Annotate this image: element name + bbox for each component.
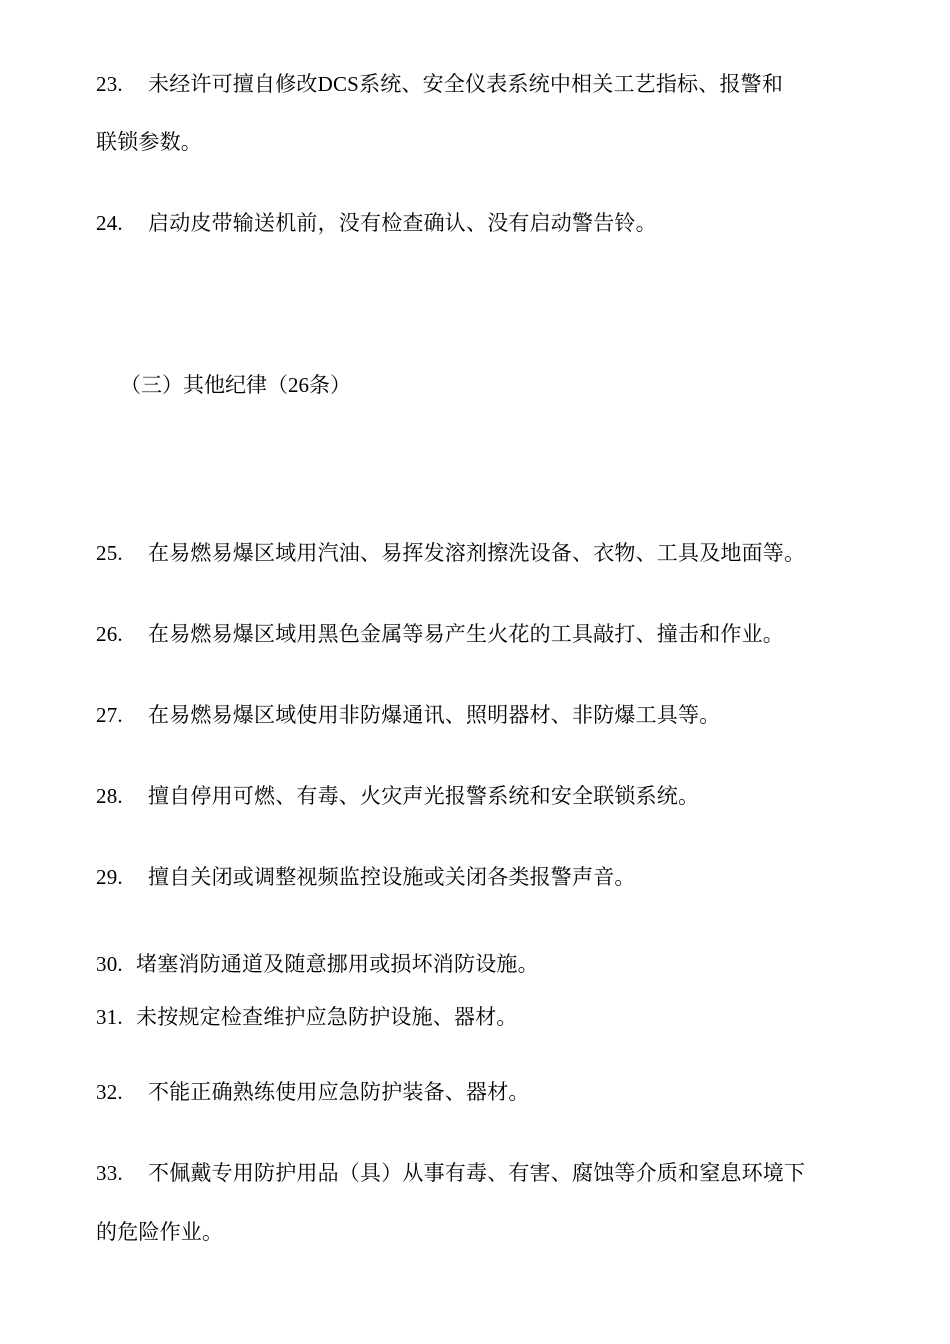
item-text: 擅自停用可燃、有毒、火灾声光报警系统和安全联锁系统。 [148,784,700,808]
list-item-28 [96,782,699,810]
list-item-27 [96,701,720,729]
item-text: 在易燃易爆区域用黑色金属等易产生火花的工具敲打、撞击和作业。 [148,622,784,646]
item-number: 30. [96,952,123,976]
list-item-25 [96,539,805,567]
item-text: 不能正确熟练使用应急防护装备、器材。 [148,1080,530,1104]
item-number: 29. [96,865,123,889]
item-number: 24. [96,211,123,235]
item-number: 28. [96,784,123,808]
item-number: 31. [96,1005,123,1029]
list-item-33 [96,1159,805,1187]
item-text: 联锁参数。 [96,130,202,154]
list-item-31 [96,1003,518,1031]
item-number: 27. [96,703,123,727]
item-text: 未按规定检查维护应急防护设施、器材。 [136,1005,518,1029]
section-heading: （三）其他纪律（26条） [120,373,351,397]
list-item-33-continuation [96,1218,223,1246]
list-item-29 [96,863,636,891]
list-item-26 [96,620,784,648]
item-number: 23. [96,72,123,96]
item-text: 未经许可擅自修改DCS系统、安全仪表系统中相关工艺指标、报警和 [148,72,784,96]
item-number: 26. [96,622,123,646]
item-number: 33. [96,1161,123,1185]
item-text: 的危险作业。 [96,1220,224,1244]
item-text: 不佩戴专用防护用品（具）从事有毒、有害、腐蚀等介质和窒息环境下 [148,1161,806,1185]
item-text: 在易燃易爆区域用汽油、易挥发溶剂擦洗设备、衣物、工具及地面等。 [148,541,806,565]
item-text: 擅自关闭或调整视频监控设施或关闭各类报警声音。 [148,865,636,889]
list-item-24 [96,209,657,237]
item-text: 在易燃易爆区域使用非防爆通讯、照明器材、非防爆工具等。 [148,703,721,727]
item-number: 25. [96,541,123,565]
item-text: 堵塞消防通道及随意挪用或损坏消防设施。 [136,952,539,976]
item-number: 32. [96,1080,123,1104]
list-item-23-continuation [96,128,202,156]
list-item-23 [96,70,783,98]
list-item-30 [96,950,539,978]
list-item-32 [96,1078,530,1106]
item-text: 启动皮带输送机前，没有检查确认、没有启动警告铃。 [148,211,657,235]
